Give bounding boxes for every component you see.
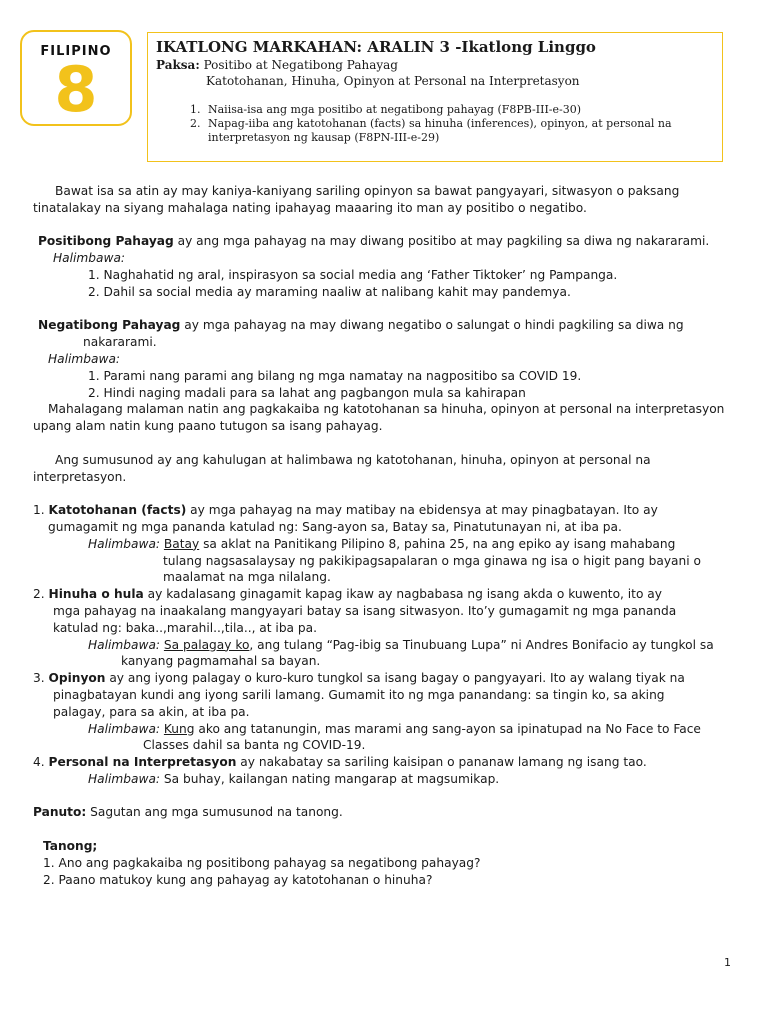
positibo-example: 2. Dahil sa social media ay maraming naaliw at nalibang kahit may pandemya. <box>88 284 571 299</box>
positibo-label: Positibong Pahayag <box>38 234 174 249</box>
katotohanan-example: Halimbawa: Batay sa aklat na Panitikang Pilipino 8, pahina 25, na ang epiko ay isang mahabang <box>88 536 676 551</box>
negatibo-label: Negatibong Pahayag <box>38 318 181 333</box>
intro-line: tinatalakay na siyang mahalaga nating ipahayag maaaring ito man ay positibo o negatibo. <box>33 200 587 215</box>
opinyon-label: Opinyon <box>48 671 106 686</box>
intro-line: Bawat isa sa atin ay may kaniya-kaniyang sariling opinyon sa bawat pangyayari, sitwasyon o paksang <box>55 184 680 198</box>
item-interpretasyon: 4. Personal na Interpretasyon ay nakabatay sa sariling kaisipan o pananaw lamang ng isang tao. <box>33 755 647 770</box>
page-number: 1 <box>724 956 731 969</box>
hinuha-label: Hinuha o hula <box>48 587 144 602</box>
paksa-label: Paksa: <box>156 58 200 72</box>
paksa-line <box>156 57 714 73</box>
interpretasyon-example: Halimbawa: Sa buhay, kailangan nating mangarap at magsumikap. <box>88 771 500 786</box>
sumusunod-line: interpretasyon. <box>33 469 127 484</box>
negatibo-definition: Negatibong Pahayag ay mga pahayag na may diwang negatibo o salungat o hindi pagkiling sa diwa ng <box>38 318 684 333</box>
sumusunod-line: Ang sumusunod ay ang kahulugan at halimbawa ng katotohanan, hinuha, opinyon at personal na <box>55 452 651 467</box>
panuto-label: Panuto: <box>33 805 87 820</box>
panuto: Panuto: Sagutan ang mga sumusunod na tanong. <box>33 805 343 820</box>
objectives-list <box>156 103 714 145</box>
lesson-header <box>147 32 723 162</box>
item-opinyon: 3. Opinyon ay ang iyong palagay o kuro-kuro tungkol sa isang bagay o pangyayari. Ito ay walang tiyak na <box>33 671 685 686</box>
hinuha-key: Sa palagay ko <box>163 637 250 652</box>
positibo-definition: Positibong Pahayag ay ang mga pahayag na may diwang positibo at may pagkiling sa diwa ng nakararami. <box>38 234 710 249</box>
negatibo-halimbawa: Halimbawa: <box>48 351 121 366</box>
mahalaga-line: upang alam natin kung paano tutugon sa isang pahayag. <box>33 419 383 434</box>
badge-grade: 8 <box>54 53 98 126</box>
item-katotohanan: 1. Katotohanan (facts) ay mga pahayag na may matibay na ebidensya at may pinagbatayan. Ito ay <box>33 503 658 518</box>
opinyon-example: Halimbawa: Kung ako ang tatanungin, mas marami ang sang-ayon sa ipinatupad na No Face to Face <box>88 721 701 736</box>
tanong-label: Tanong; <box>43 839 98 854</box>
paksa-subtopic: Katotohanan, Hinuha, Opinyon at Personal na Interpretasyon <box>206 74 580 88</box>
katotohanan-label: Katotohanan (facts) <box>48 503 187 518</box>
objective-item: 1. Naiisa-isa ang mga positibo at negatibong pahayag (F8PB-III-e-30) <box>204 103 714 117</box>
objective-item: 2. Napag-iiba ang katotohanan (facts) sa hinuha (inferences), opinyon, at personal na interpretasyon ng kausap (F8PN-III-e-29) <box>204 117 714 145</box>
paksa-text: Positibo at Negatibong Pahayag <box>199 58 398 72</box>
opinyon-key: Kung <box>163 721 195 736</box>
badge-subject: FILIPINO <box>40 44 112 59</box>
negatibo-definition-cont: nakararami. <box>83 335 157 350</box>
hinuha-example: Halimbawa: Sa palagay ko, ang tulang “Pag-ibig sa Tinubuang Lupa” ni Andres Bonifacio ay tungkol sa <box>88 637 714 652</box>
katotohanan-key: Batay <box>163 536 200 551</box>
mahalaga-line: Mahalagang malaman natin ang pagkakaiba ng katotohanan sa hinuha, opinyon at personal na interpretasyon <box>48 402 725 417</box>
item-hinuha: 2. Hinuha o hula ay kadalasang ginagamit kapag ikaw ay nagbabasa ng isang akda o kuwento, ito ay <box>33 587 662 602</box>
lesson-body: Bawat isa sa atin ay may kaniya-kaniyang sariling opinyon sa bawat pangyayari, sitwasyon o paksang tinatalakay na siyang mahalaga nating ipahayag maaaring ito man ay positibo o negatibo. Positibong Pahayag ay ang mga pahayag na may diwang positibo at may pagkiling sa diwa ng nakararami. Halimbawa: 1. Naghahatid ng aral, inspirasyon sa social media ang ‘Father Tiktoker’ ng Pampanga. 2. Dahil sa social media ay maraming naaliw at nalibang kahit may pandemya. Negatibong Pahayag ay mga pahayag na may diwang negatibo o salungat o hindi pagkiling sa diwa ng nakararami. Halimbawa: 1. Parami nang parami ang bilang ng mga namatay na nagpositibo sa COVID 19. 2. Hindi naging madali para sa lahat ang pagbangon mula sa kahirapan Mahalagang malaman natin ang pagkakaiba ng katotohanan sa hinuha, opinyon at personal na interpretasyon upang alam natin kung paano tutugon sa isang pahayag. Ang sumusunod ay ang kahulugan at halimbawa ng katotohanan, hinuha, opinyon at personal na interpretasyon. 1. Katotohanan (facts) ay mga pahayag na may matibay na ebidensya at may pinagbatayan. Ito ay gumagamit ng mga pananda katulad ng: Sang-ayon sa, Batay sa, Pinatutunayan ni, at iba pa. Halimbawa: Batay sa aklat na Panitikang Pilipino 8, pahina 25, na ang epiko ay isang mahabang tulang nagsasalaysay ng pakikipagsapalaran o mga ginawa ng isa o higit pang bayani o maalamat na mga nilalang. 2. Hinuha o hula ay kadalasang ginagamit kapag ikaw ay nagbabasa ng isang akda o kuwento, ito ay mga pahayag na inaakalang mangyayari batay sa isang sitwasyon. Ito’y gumagamit ng mga pananda katulad ng: baka..,marahil..,tila.., at iba pa. Halimbawa: Sa palagay ko, ang tulang “Pag-ibig sa Tinubuang Lupa” ni Andres Bonifacio ay tungkol sa kanyang pagmamahal sa bayan. 3. Opinyon ay ang iyong palagay o kuro-kuro tungkol sa isang bagay o pangyayari. Ito ay walang tiyak na pinagbatayan kundi ang iyong sarili lamang. Gumamit ito ng mga panandang: sa tingin ko, sa aking palagay, para sa akin, at iba pa. Halimbawa: Kung ako ang tatanungin, mas marami ang sang-ayon sa ipinatupad na No Face to Face Classes dahil sa banta ng COVID-19. 4. Personal na Interpretasyon ay nakabatay sa sariling kaisipan o pananaw lamang ng isang tao. Halimbawa: Sa buhay, kailangan nating mangarap at magsumikap. Panuto: Sagutan ang mga sumusunod na tanong. Tanong; 1. Ano ang pagkakaiba ng positibong pahayag sa negatibong pahayag? 2. Paano matukoy kung ang pahayag ay katotohanan o hinuha? <box>33 183 733 888</box>
question-item: 2. Paano matukoy kung ang pahayag ay katotohanan o hinuha? <box>43 872 433 887</box>
lesson-title: IKATLONG MARKAHAN: ARALIN 3 -Ikatlong Linggo <box>156 38 596 56</box>
interpretasyon-label: Personal na Interpretasyon <box>48 755 237 770</box>
negatibo-example: 2. Hindi naging madali para sa lahat ang pagbangon mula sa kahirapan <box>88 385 526 400</box>
question-item: 1. Ano ang pagkakaiba ng positibong pahayag sa negatibong pahayag? <box>43 855 481 870</box>
positibo-example: 1. Naghahatid ng aral, inspirasyon sa social media ang ‘Father Tiktoker’ ng Pampanga. <box>88 267 618 282</box>
negatibo-example: 1. Parami nang parami ang bilang ng mga namatay na nagpositibo sa COVID 19. <box>88 368 582 383</box>
positibo-halimbawa: Halimbawa: <box>53 251 126 266</box>
subject-badge <box>20 30 132 126</box>
